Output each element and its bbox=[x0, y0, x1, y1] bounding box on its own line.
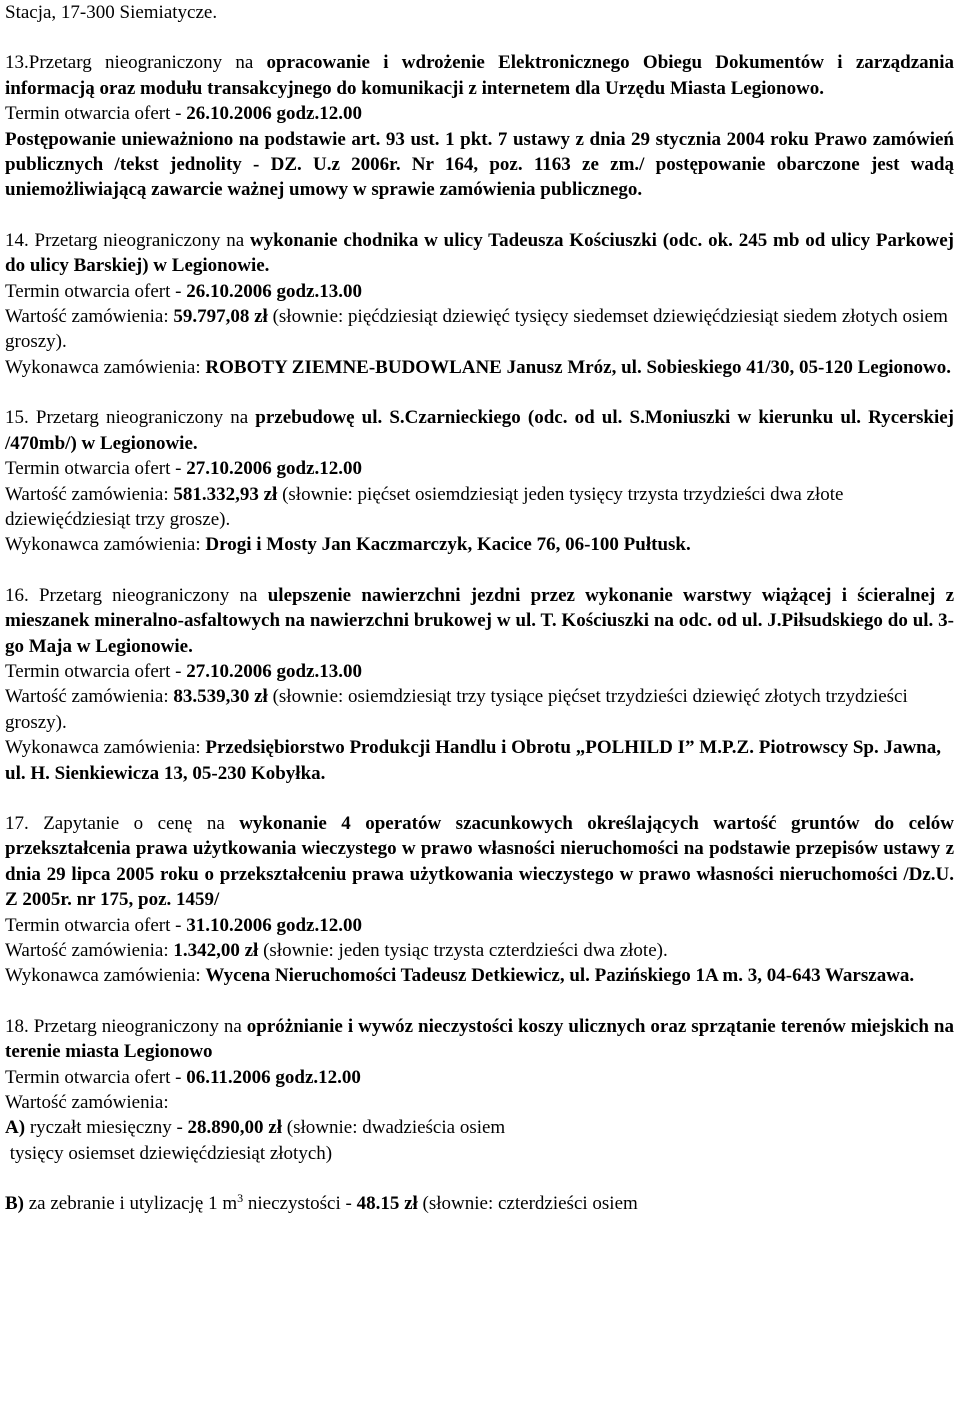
tender-contractor bbox=[5, 963, 954, 988]
option-b-text-cont: nieczystości - bbox=[243, 1193, 357, 1215]
contractor-value: ROBOTY ZIEMNE-BUDOWLANE Janusz Mróz, ul. Sobieskiego 41/30, 05-120 Legionowo. bbox=[205, 356, 952, 378]
option-b-label: B) bbox=[5, 1193, 24, 1215]
tender-deadline bbox=[5, 659, 954, 684]
tender-value bbox=[5, 304, 954, 355]
tender-title bbox=[5, 50, 954, 101]
deadline-value: 06.11.2006 godz.12.00 bbox=[186, 1066, 361, 1088]
value-label: Wartość zamówienia: bbox=[5, 1092, 169, 1114]
tender-intro: 15. Przetarg nieograniczony na bbox=[5, 407, 256, 429]
tender-subject: przebudowę ul. S.Czarnieckiego (odc. od ul. S.Moniuszki w kierunku ul. Rycerskiej /470mb/) w Legionowie. bbox=[5, 407, 955, 454]
tender-title bbox=[5, 1014, 954, 1065]
contractor-label: Wykonawca zamówienia: bbox=[5, 534, 206, 556]
tender-intro: 13.Przetarg nieograniczony na bbox=[5, 52, 267, 74]
value-label: Wartość zamówienia: bbox=[5, 686, 174, 708]
option-a-words: (słownie: dwadzieścia osiem bbox=[282, 1117, 506, 1139]
contractor-label: Wykonawca zamówienia: bbox=[5, 737, 206, 759]
contractor-label: Wykonawca zamówienia: bbox=[5, 356, 206, 378]
tender-note: Postępowanie unieważniono na podstawie art. 93 ust. 1 pkt. 7 ustawy z dnia 29 stycznia 2004 roku Prawo zamówień publicznych /tekst jednolity - DZ. U.z 2006r. Nr 164, poz. 1163 ze zm./ postępowanie obarczone jest wadą uniemożliwiającą zawarcie ważnej umowy w sprawie zamówienia publicznego. bbox=[5, 128, 954, 201]
option-a-label: A) bbox=[5, 1117, 26, 1139]
contractor-label: Wykonawca zamówienia: bbox=[5, 965, 206, 987]
value-words: (słownie: jeden tysiąc trzysta czterdzieści dwa złote). bbox=[258, 940, 668, 961]
tender-intro: 18. Przetarg nieograniczony na bbox=[5, 1015, 247, 1037]
tender-subject: opróżnianie i wywóz nieczystości koszy ulicznych oraz sprzątanie terenów miejskich na terenie miasta Legionowo bbox=[5, 1015, 954, 1063]
tender-intro: 16. Przetarg nieograniczony na bbox=[5, 584, 268, 606]
value-label: Wartość zamówienia: bbox=[5, 940, 174, 961]
tender-contractor bbox=[5, 355, 954, 380]
deadline-label: Termin otwarcia ofert - bbox=[5, 103, 187, 125]
value-option-a bbox=[5, 1115, 954, 1140]
contractor-value: Przedsiębiorstwo Produkcji Handlu i Obrotu „POLHILD I” M.P.Z. Piotrowscy Sp. Jawna, ul. H. Sienkiewicza 13, 05-230 Kobyłka. bbox=[5, 737, 942, 784]
tender-intro: 17. Zapytanie o cenę na bbox=[5, 812, 240, 834]
tender-title bbox=[5, 228, 954, 279]
tender-subject: wykonanie chodnika w ulicy Tadeusza Kościuszki (odc. ok. 245 mb od ulicy Parkowej do ulicy Barskiej) w Legionowie. bbox=[5, 229, 954, 277]
tender-item-18 bbox=[5, 1014, 954, 1217]
tender-title bbox=[5, 583, 954, 659]
tender-value bbox=[5, 482, 954, 533]
value-words: (słownie: pięćdziesiąt dziewięć tysięcy siedemset dziewięćdziesiąt siedem złotych osiem groszy). bbox=[5, 306, 948, 353]
deadline-label: Termin otwarcia ofert - bbox=[5, 914, 187, 936]
option-a-amount: 28.890,00 zł bbox=[187, 1117, 283, 1139]
deadline-value: 31.10.2006 godz.12.00 bbox=[186, 914, 362, 936]
value-label: Wartość zamówienia: bbox=[5, 306, 174, 328]
value-amount: 581.332,93 zł bbox=[173, 483, 278, 505]
value-words: (słownie: osiemdziesiąt trzy tysiące pięćset trzydzieści dziewięć złotych trzydzieści groszy). bbox=[5, 686, 908, 733]
tender-item-13 bbox=[5, 50, 954, 202]
tender-deadline bbox=[5, 456, 954, 481]
tender-value bbox=[5, 938, 954, 963]
tender-item-15 bbox=[5, 405, 954, 557]
tender-subject: ulepszenie nawierzchni jezdni przez wykonanie warstwy wiążącej i ścieralnej z mieszanek mineralno-asfaltowych na nawierzchni brukowej w ul. T. Kościuszki na odc. od ul. J.Piłsudskiego do ul. 3-go Maja w Legionowie. bbox=[5, 584, 954, 657]
tender-item-14 bbox=[5, 228, 954, 380]
deadline-value: 27.10.2006 godz.13.00 bbox=[186, 660, 362, 682]
option-b-words: (słownie: czterdzieści osiem bbox=[417, 1193, 638, 1215]
deadline-label: Termin otwarcia ofert - bbox=[5, 458, 187, 480]
deadline-value: 27.10.2006 godz.12.00 bbox=[186, 458, 362, 480]
deadline-label: Termin otwarcia ofert - bbox=[5, 280, 187, 302]
contractor-value: Drogi i Mosty Jan Kaczmarczyk, Kacice 76, 06-100 Pułtusk. bbox=[205, 534, 691, 556]
tender-title bbox=[5, 811, 954, 913]
value-option-b bbox=[5, 1191, 954, 1216]
value-words: (słownie: pięćset osiemdziesiąt jeden tysięcy trzysta trzydzieści dwa złote dziewięćdziesiąt trzy grosze). bbox=[5, 483, 844, 530]
option-a-words-cont: tysięcy osiemset dziewięćdziesiąt złotych) bbox=[5, 1142, 333, 1164]
tender-subject: wykonanie 4 operatów szacunkowych określających wartość gruntów do celów przekształcenia prawa użytkowania wieczystego w prawo własności nieruchomości na podstawie przepisów ustawy z dnia 29 lipca 2005 roku o przekształceniu prawa użytkowania wieczystego w prawo własności nieruchomości /Dz.U. Z 2005r. nr 175, poz. 1459/ bbox=[5, 812, 954, 911]
value-amount: 59.797,08 zł bbox=[173, 306, 268, 328]
tender-item-16 bbox=[5, 583, 954, 786]
top-line: Stacja, 17-300 Siemiatycze. bbox=[5, 2, 218, 23]
tender-value bbox=[5, 684, 954, 735]
tender-subject: opracowanie i wdrożenie Elektronicznego Obiegu Dokumentów i zarządzania informacją oraz modułu transakcyjnego do komunikacji z internetem dla Urzędu Miasta Legionowo. bbox=[5, 52, 954, 99]
deadline-value: 26.10.2006 godz.12.00 bbox=[186, 103, 362, 125]
cubic-superscript: 3 bbox=[237, 1191, 244, 1206]
value-label: Wartość zamówienia: bbox=[5, 483, 174, 505]
option-b-amount: 48.15 zł bbox=[356, 1193, 418, 1215]
tender-deadline bbox=[5, 1065, 954, 1090]
tender-deadline bbox=[5, 279, 954, 304]
tender-title bbox=[5, 405, 954, 456]
tender-deadline bbox=[5, 913, 954, 938]
deadline-label: Termin otwarcia ofert - bbox=[5, 660, 187, 682]
value-amount: 83.539,30 zł bbox=[173, 686, 268, 708]
option-b-text: za zebranie i utylizację 1 m bbox=[24, 1193, 238, 1215]
contractor-value: Wycena Nieruchomości Tadeusz Detkiewicz, ul. Pazińskiego 1A m. 3, 04-643 Warszawa. bbox=[205, 965, 915, 987]
tender-item-17 bbox=[5, 811, 954, 989]
tender-contractor bbox=[5, 735, 954, 786]
tender-contractor bbox=[5, 532, 954, 557]
value-amount: 1.342,00 zł bbox=[173, 940, 259, 961]
tender-intro: 14. Przetarg nieograniczony na bbox=[5, 229, 250, 251]
option-a-text: ryczałt miesięczny - bbox=[25, 1117, 188, 1139]
deadline-value: 26.10.2006 godz.13.00 bbox=[186, 280, 362, 302]
tender-deadline bbox=[5, 101, 954, 126]
deadline-label: Termin otwarcia ofert - bbox=[5, 1066, 187, 1088]
